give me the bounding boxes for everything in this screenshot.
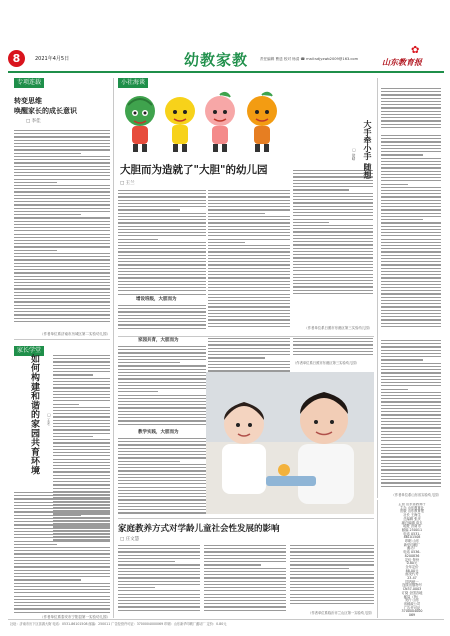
growth-title-line1: 转变思维 <box>14 97 42 105</box>
bold-body-col1 <box>118 190 206 298</box>
growth-body <box>14 130 110 330</box>
home-byline: □ 王冬 <box>47 413 51 426</box>
imprint-line: CN37-0003 <box>402 587 422 592</box>
imprint-line: 8200836 <box>404 553 420 558</box>
imprint-line: 86101508 <box>403 535 421 540</box>
imprint-line: 发行 山东 <box>404 598 420 603</box>
bold-body-col4 <box>118 346 206 429</box>
imprint-line: 定价 每份 <box>404 557 420 562</box>
column-tag-bold: 小社海谈 <box>118 78 148 88</box>
family-body-col3 <box>290 545 374 609</box>
family-body-col2 <box>204 545 286 615</box>
family-body-col1 <box>118 545 200 615</box>
home-body-bottom <box>14 492 110 615</box>
column-tag-home: 家长学堂 <box>14 346 44 356</box>
right-body-bottom <box>381 340 441 492</box>
family-title: 家庭教养方式对学龄儿童社会性发展的影响 <box>118 524 280 534</box>
imprint-line: 印刷 山东 <box>404 539 420 544</box>
growth-title <box>14 96 104 116</box>
imprint-line: 邮发代号 <box>405 572 419 577</box>
imprint-line: 广告许可证 <box>403 605 421 610</box>
masthead-text: 山东教育报 <box>382 57 422 67</box>
imprint-line: 邮局（所） <box>403 594 421 599</box>
imprint-line: 邮编 250011 <box>401 527 423 532</box>
left-section-rule <box>14 339 110 340</box>
home-title <box>27 354 41 494</box>
growth-byline: □ 李佳 <box>26 119 41 124</box>
footer-strip: 社址：济南市历下区泺源大街 电话：0531-86101508 邮编：250011 广告经营许可证：3700004000069 印刷：山东新华印刷厂潍坊厂 定价：0.80元 <box>10 622 227 626</box>
bold-body-col1b <box>118 305 206 333</box>
photo-top-caption: （作者单位系日照市东港区第三实验幼儿园） <box>293 361 359 365</box>
imprint-line: 全年定价 <box>405 564 419 569</box>
imprint-line: 总编辑 张庆 <box>403 516 421 521</box>
imprint-line: 地址 济南市 <box>403 524 421 529</box>
bold-subhead-3: 教学实践，大胆而为 <box>138 430 179 435</box>
imprint-divider <box>377 500 378 618</box>
page-header <box>8 45 444 71</box>
fruit-mascots-illustration <box>118 91 290 155</box>
imprint-line: 0.80元 <box>406 561 418 566</box>
imprint-line: 主办 山东教育社 <box>399 505 425 510</box>
imprint-line: 23-47 <box>407 576 417 581</box>
bold-subhead-1: 增设班级，大胆而为 <box>136 297 177 302</box>
bold-subhead-2: 家园共育，大胆而为 <box>138 338 179 343</box>
home-title-text: 如何构建和谐的家园共育环境 <box>29 354 39 475</box>
hands-title-text: 大手牵小手 随想 <box>363 120 372 179</box>
imprint-box <box>381 503 443 617</box>
family-byline: □ 庄文慧 <box>120 537 140 542</box>
column-divider-right <box>377 78 378 498</box>
orange-character-icon <box>247 93 277 152</box>
right-body-top <box>381 88 441 133</box>
editor-line: 责任编辑 曹廷 校对 杨清 ☎ mail:sdjyxwb2009@163.com <box>260 57 359 61</box>
column-divider-left <box>113 78 114 618</box>
lemon-character-icon <box>165 97 195 152</box>
bottom-section-rule <box>118 518 374 519</box>
hands-footer-note: （作者单位系山东省实验幼儿园） <box>391 493 441 497</box>
imprint-line: 新华印刷厂 <box>403 542 421 547</box>
imprint-line: 连续出版物号 <box>402 583 422 588</box>
imprint-line: 潍坊厂 <box>407 546 417 551</box>
bold-mid-rule <box>118 336 374 337</box>
hands-title <box>361 120 375 220</box>
watermelon-character-icon <box>125 96 155 152</box>
masthead-logo <box>382 45 440 67</box>
home-footer-note: （作者单位系泰安市宁阳县第一实验幼儿园） <box>40 615 110 619</box>
footer-rule <box>8 619 444 620</box>
imprint-line: 订阅 全国各地 <box>401 590 423 595</box>
peach-character-icon <box>205 93 235 152</box>
growth-footer-note: （作者单位系济南市历城区第二实验幼儿园） <box>40 332 110 336</box>
bold-byline: □ 王兰 <box>120 181 135 186</box>
imprint-line: 出版 山东教育报 <box>399 509 425 514</box>
imprint-line: 88.00元 <box>405 568 419 573</box>
family-footer-note: （作者单位系临沂市兰山区第一实验幼儿园） <box>308 611 374 615</box>
imprint-line: 069 <box>408 613 416 617</box>
classroom-photo-svg <box>206 372 374 514</box>
header-rule <box>8 71 444 73</box>
issue-date: 2021年4月5日 <box>35 56 70 62</box>
bold-body-col2 <box>208 190 290 333</box>
imprint-line: 社长 王海生 <box>403 513 421 518</box>
right-body-mid <box>381 135 441 335</box>
imprint-line: 国内统一 <box>405 579 419 584</box>
growth-title-line2: 唤醒家长的成长意识 <box>14 107 77 115</box>
bold-footer-note: （作者单位系日照市东港区第三实验幼儿园） <box>304 326 372 330</box>
imprint-line: 3700004000 <box>401 609 423 614</box>
bold-title: 大胆而为造就了"大胆"的幼儿园 <box>120 164 268 176</box>
imprint-line: 电话 0531- <box>403 531 421 536</box>
classroom-photo <box>206 372 374 514</box>
section-title: 幼教家教 <box>184 51 249 69</box>
imprint-line: 副总编辑 高玉 <box>401 520 423 525</box>
flower-icon: ✿ <box>411 45 420 56</box>
page-number-badge: 8 <box>8 50 25 67</box>
imprint-list <box>381 503 443 617</box>
column-tag-growth: 专项连载 <box>14 78 44 88</box>
bold-body-col4b <box>118 438 206 518</box>
imprint-line: 主管 山东省教育厅 <box>398 503 426 506</box>
hands-byline: □ 徐晴 <box>352 148 356 161</box>
imprint-line: 省邮政公司 <box>403 601 421 606</box>
fruit-characters-svg <box>118 91 290 155</box>
bold-body-col6 <box>293 338 373 360</box>
imprint-line: 电话 0536- <box>403 550 421 555</box>
